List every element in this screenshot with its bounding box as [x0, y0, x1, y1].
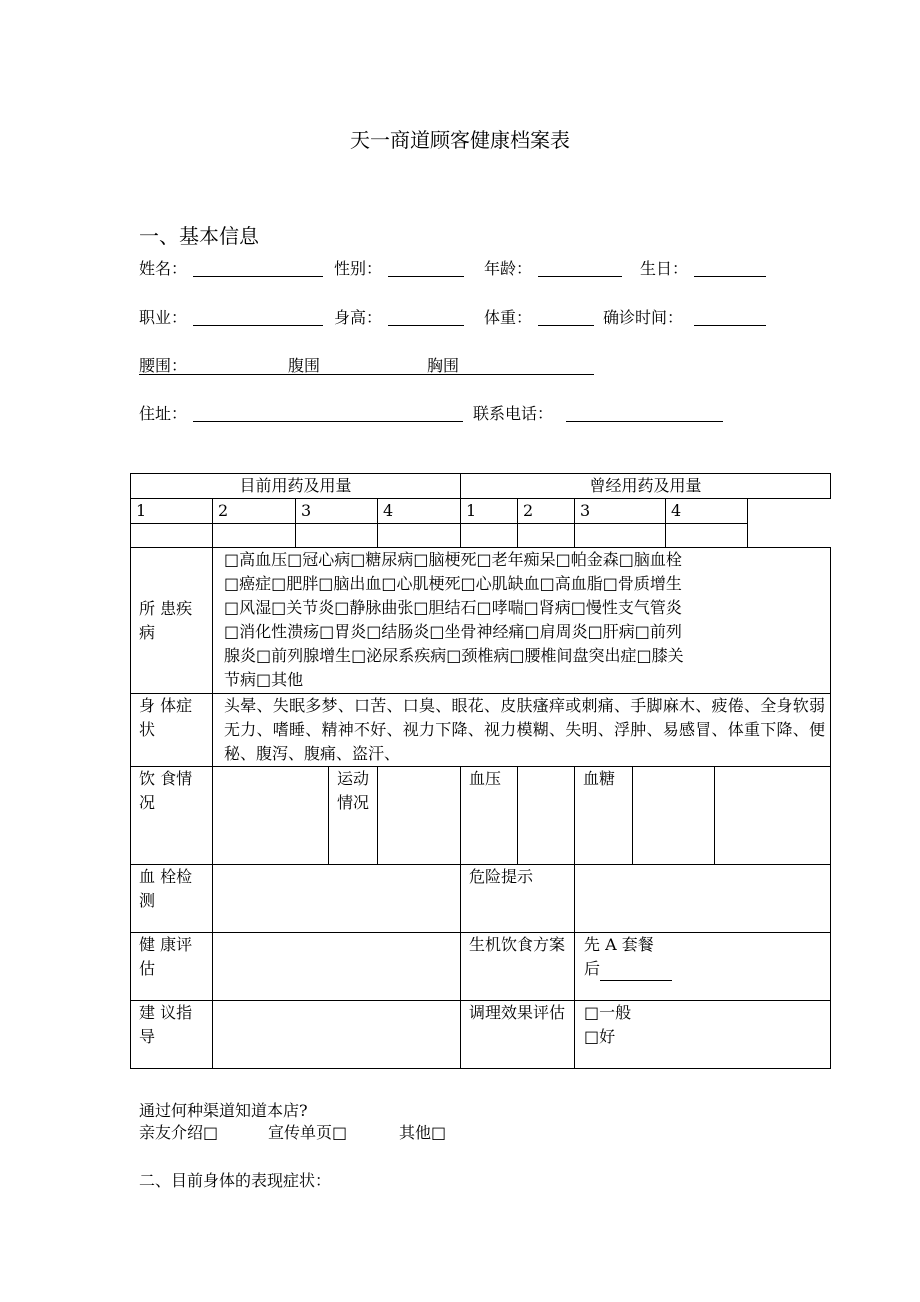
weight-field[interactable] — [538, 325, 594, 326]
effect-option-good[interactable]: □好 — [584, 1026, 616, 1046]
past-med-entry[interactable] — [575, 524, 666, 548]
past-med-entry[interactable] — [461, 524, 518, 548]
name-field[interactable] — [193, 276, 323, 277]
diet-plan-after-row — [584, 957, 825, 981]
page-title: 天一商道顾客健康档案表 — [350, 128, 570, 152]
gender-field[interactable] — [388, 276, 464, 277]
diseases-label: 所 患疾病 — [131, 548, 213, 694]
diet-value[interactable] — [213, 767, 329, 864]
current-med-entry[interactable] — [213, 524, 296, 548]
section-1-heading: 一、基本信息 — [139, 224, 259, 248]
diet-plan-after-label: 后 — [584, 958, 601, 978]
diet-plan-value[interactable] — [575, 932, 831, 1000]
channel-option-friends[interactable]: 亲友介绍□ — [139, 1123, 219, 1142]
effect-option-general[interactable]: □一般 — [584, 1002, 632, 1022]
health-record-table — [130, 473, 831, 1069]
current-med-col-number: 3 — [296, 499, 378, 524]
section-2-heading: 二、目前身体的表现症状： — [139, 1171, 332, 1190]
diet-label: 饮 食情况 — [131, 767, 213, 864]
current-med-entry[interactable] — [378, 524, 461, 548]
waist-label: 腰围： — [139, 356, 188, 375]
address-label: 住址： — [139, 404, 188, 423]
diagnosis-time-field[interactable] — [694, 325, 766, 326]
effect-label: 调理效果评估 — [461, 1000, 575, 1068]
health-eval-value[interactable] — [213, 932, 461, 1000]
birthday-field[interactable] — [694, 276, 766, 277]
symptoms-label: 身 体症状 — [131, 694, 213, 767]
disease-line[interactable]: 节病□其他 — [224, 670, 304, 690]
symptoms-text: 头晕、失眠多梦、口苦、口臭、眼花、皮肤瘙痒或刺痛、手脚麻木、疲倦、全身软弱无力、嗜睡、精神不好、视力下降、视力模糊、失明、浮肿、易感冒、体重下降、便秘、腹泻、腹痛、盗汗、 — [213, 694, 831, 767]
measurements-field[interactable] — [139, 374, 594, 375]
disease-line[interactable]: □高血压□冠心病□糖尿病□脑梗死□老年痴呆□帕金森□脑血栓 — [224, 550, 682, 570]
chest-label: 胸围 — [427, 356, 460, 375]
past-med-entry[interactable] — [518, 524, 575, 548]
current-med-col-number: 4 — [378, 499, 461, 524]
diagnosis-time-label: 确诊时间： — [603, 308, 684, 327]
blood-sugar-value-1[interactable] — [633, 767, 715, 864]
gender-label: 性别： — [334, 259, 383, 278]
blood-sugar-label: 血糖 — [575, 767, 633, 864]
exercise-value[interactable] — [378, 767, 461, 864]
blood-pressure-label: 血压 — [461, 767, 518, 864]
blood-sugar-value-2[interactable] — [715, 767, 831, 864]
advice-value[interactable] — [213, 1000, 461, 1068]
risk-value[interactable] — [575, 864, 831, 932]
risk-label: 危险提示 — [461, 864, 575, 932]
blood-pressure-value[interactable] — [518, 767, 575, 864]
exercise-label: 运动情况 — [329, 767, 378, 864]
past-medication-header: 曾经用药及用量 — [461, 474, 831, 499]
disease-line[interactable]: □癌症□肥胖□脑出血□心肌梗死□心肌缺血□高血脂□骨质增生 — [224, 574, 682, 594]
past-med-col-number: 3 — [575, 499, 666, 524]
age-label: 年龄： — [484, 259, 533, 278]
thrombus-value[interactable] — [213, 864, 461, 932]
diet-plan-label: 生机饮食方案 — [461, 932, 575, 1000]
advice-label: 建 议指导 — [131, 1000, 213, 1068]
birthday-label: 生日： — [640, 259, 689, 278]
disease-line[interactable]: □消化性溃疡□胃炎□结肠炎□坐骨神经痛□肩周炎□肝病□前列 — [224, 622, 682, 642]
channel-option-flyer[interactable]: 宣传单页□ — [268, 1123, 348, 1142]
disease-line[interactable]: □风湿□关节炎□静脉曲张□胆结石□哮喘□肾病□慢性支气管炎 — [224, 598, 682, 618]
diseases-checklist[interactable] — [213, 548, 831, 694]
past-med-col-number: 4 — [666, 499, 748, 524]
current-medication-header: 目前用药及用量 — [131, 474, 461, 499]
current-med-entry[interactable] — [131, 524, 213, 548]
past-med-col-number: 2 — [518, 499, 575, 524]
phone-label: 联系电话： — [473, 404, 554, 423]
address-field[interactable] — [193, 421, 463, 422]
diet-plan-after-field[interactable] — [600, 962, 672, 981]
phone-field[interactable] — [566, 421, 723, 422]
channel-option-other[interactable]: 其他□ — [399, 1123, 447, 1142]
effect-options[interactable] — [575, 1000, 831, 1068]
occupation-label: 职业： — [139, 308, 188, 327]
current-med-col-number: 1 — [131, 499, 213, 524]
past-med-entry[interactable] — [666, 524, 748, 548]
height-label: 身高： — [334, 308, 383, 327]
name-label: 姓名： — [139, 259, 188, 278]
current-med-entry[interactable] — [296, 524, 378, 548]
abdomen-label: 腹围 — [288, 356, 321, 375]
past-med-col-number: 1 — [461, 499, 518, 524]
channel-question: 通过何种渠道知道本店? — [139, 1101, 308, 1120]
height-field[interactable] — [388, 325, 464, 326]
age-field[interactable] — [538, 276, 622, 277]
health-eval-label: 健 康评估 — [131, 932, 213, 1000]
occupation-field[interactable] — [193, 325, 323, 326]
disease-line[interactable]: 腺炎□前列腺增生□泌尿系疾病□颈椎病□腰椎间盘突出症□膝关 — [224, 646, 684, 666]
diet-plan-first: 先 A 套餐 — [584, 934, 654, 954]
current-med-col-number: 2 — [213, 499, 296, 524]
thrombus-label: 血 栓检测 — [131, 864, 213, 932]
weight-label: 体重： — [484, 308, 533, 327]
